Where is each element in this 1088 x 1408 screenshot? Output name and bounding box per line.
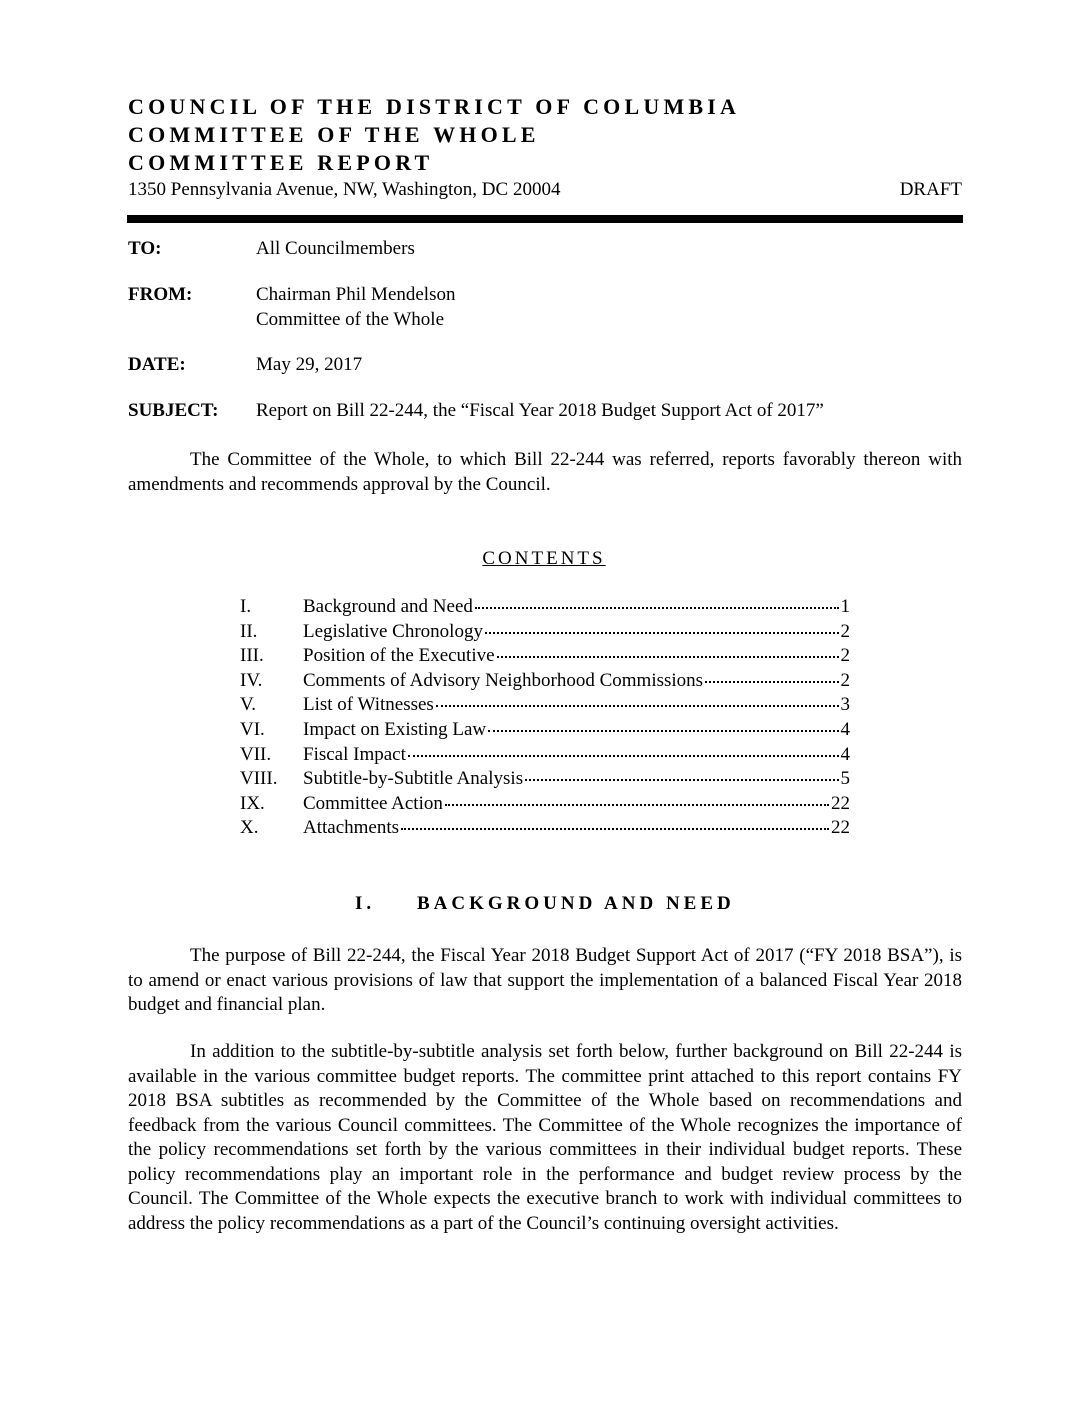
section-paragraph-1: The purpose of Bill 22-244, the Fiscal Year 2018 Budget Support Act of 2017 (“FY 2018 BSA”), is to amend or enact various provisions of law that support the implementation of a balanced Fiscal Year 2018 budget and financial plan. (128, 945, 962, 1015)
header-divider (127, 215, 963, 223)
dot-leader (436, 705, 839, 707)
dot-leader (401, 828, 829, 830)
toc-number: VII. (240, 743, 272, 765)
toc-number: VIII. (240, 768, 278, 790)
dot-leader (445, 804, 829, 806)
toc-page-number: 2 (840, 669, 850, 691)
toc-entry[interactable] (240, 693, 850, 718)
dot-leader (408, 755, 839, 757)
dot-leader (525, 779, 838, 781)
subject-label: SUBJECT: (128, 400, 219, 421)
to-label: TO: (128, 238, 162, 259)
toc-entry[interactable] (240, 767, 850, 792)
dot-leader (475, 607, 839, 609)
toc-number: II. (240, 620, 258, 642)
toc-title: Legislative Chronology (303, 620, 483, 642)
toc-title: Background and Need (303, 596, 473, 617)
toc-entry[interactable] (240, 620, 850, 645)
to-value: All Councilmembers (256, 238, 415, 259)
report-title: COMMITTEE REPORT (128, 150, 434, 175)
toc-title: List of Witnesses (303, 694, 434, 716)
toc-entry[interactable] (240, 595, 850, 620)
toc-page-number: 22 (831, 817, 850, 839)
subject-value: Report on Bill 22-244, the “Fiscal Year 2018 Budget Support Act of 2017” (256, 400, 824, 421)
council-title: COUNCIL OF THE DISTRICT OF COLUMBIA (128, 94, 741, 119)
toc-page-number: 2 (840, 645, 850, 667)
toc-page-number: 22 (831, 792, 850, 814)
date-label: DATE: (128, 354, 186, 375)
contents-heading: CONTENTS (482, 548, 606, 569)
toc-title: Subtitle-by-Subtitle Analysis (303, 768, 524, 790)
section-number: I. (355, 893, 376, 914)
toc-number: III. (240, 645, 264, 667)
section-paragraph-2: In addition to the subtitle-by-subtitle analysis set forth below, further background on Bill 22-244 is available in the various committee budget reports. The committee print attached to this report contains FY 2018 BSA subtitles as recommended by the Committee of the Whole based on recommendations and feedback from the various Council committees. The Committee of the Whole recognizes the importance of the policy recommendations set forth by the various committees in their individual budget reports. These policy recommendations play an important role in the performance and budget review process by the Council. The Committee of the Whole expects the executive branch to work with individual committees to address the policy recommendations as a part of the Council’s continuing oversight activities. (128, 1041, 962, 1234)
draft-label: DRAFT (899, 179, 962, 200)
date-value: May 29, 2017 (256, 354, 363, 375)
toc-page-number: 4 (840, 743, 850, 765)
toc-title: Position of the Executive (303, 645, 495, 667)
toc-title: Comments of Advisory Neighborhood Commissions (303, 669, 704, 691)
section-title: BACKGROUND AND NEED (417, 893, 735, 914)
dot-leader (497, 656, 839, 658)
toc-page-number: 3 (840, 694, 850, 716)
dot-leader (705, 681, 838, 683)
toc-number: VI. (240, 718, 265, 740)
from-label: FROM: (128, 284, 193, 305)
toc-number: I. (240, 596, 252, 617)
toc-number: X. (240, 817, 259, 839)
dot-leader (488, 730, 838, 732)
toc-title: Fiscal Impact (303, 743, 406, 765)
committee-title: COMMITTEE OF THE WHOLE (128, 122, 540, 147)
toc-entry[interactable] (240, 669, 850, 694)
toc-number: V. (240, 694, 257, 716)
section-heading (355, 891, 735, 917)
toc-page-number: 4 (840, 718, 850, 740)
toc-page-number: 2 (840, 620, 850, 642)
toc-page-number: 5 (840, 768, 850, 790)
toc-page-number: 1 (840, 596, 850, 617)
from-value-committee: Committee of the Whole (256, 309, 445, 330)
address-row (128, 177, 962, 203)
toc-number: IV. (240, 669, 263, 691)
toc-title: Attachments (303, 817, 400, 839)
from-value-name: Chairman Phil Mendelson (256, 284, 456, 305)
toc-number: IX. (240, 792, 265, 814)
table-of-contents (240, 595, 850, 841)
toc-entry[interactable] (240, 644, 850, 669)
toc-entry[interactable] (240, 816, 850, 841)
intro-paragraph: The Committee of the Whole, to which Bill 22-244 was referred, reports favorably thereon with amendments and recommends approval by the Council. (128, 449, 962, 495)
toc-title: Committee Action (303, 792, 443, 814)
toc-title: Impact on Existing Law (303, 718, 487, 740)
dot-leader (485, 632, 839, 634)
toc-entry[interactable] (240, 743, 850, 768)
toc-entry[interactable] (240, 792, 850, 817)
address-text: 1350 Pennsylvania Avenue, NW, Washington, DC 20004 (128, 179, 561, 200)
toc-entry[interactable] (240, 718, 850, 743)
